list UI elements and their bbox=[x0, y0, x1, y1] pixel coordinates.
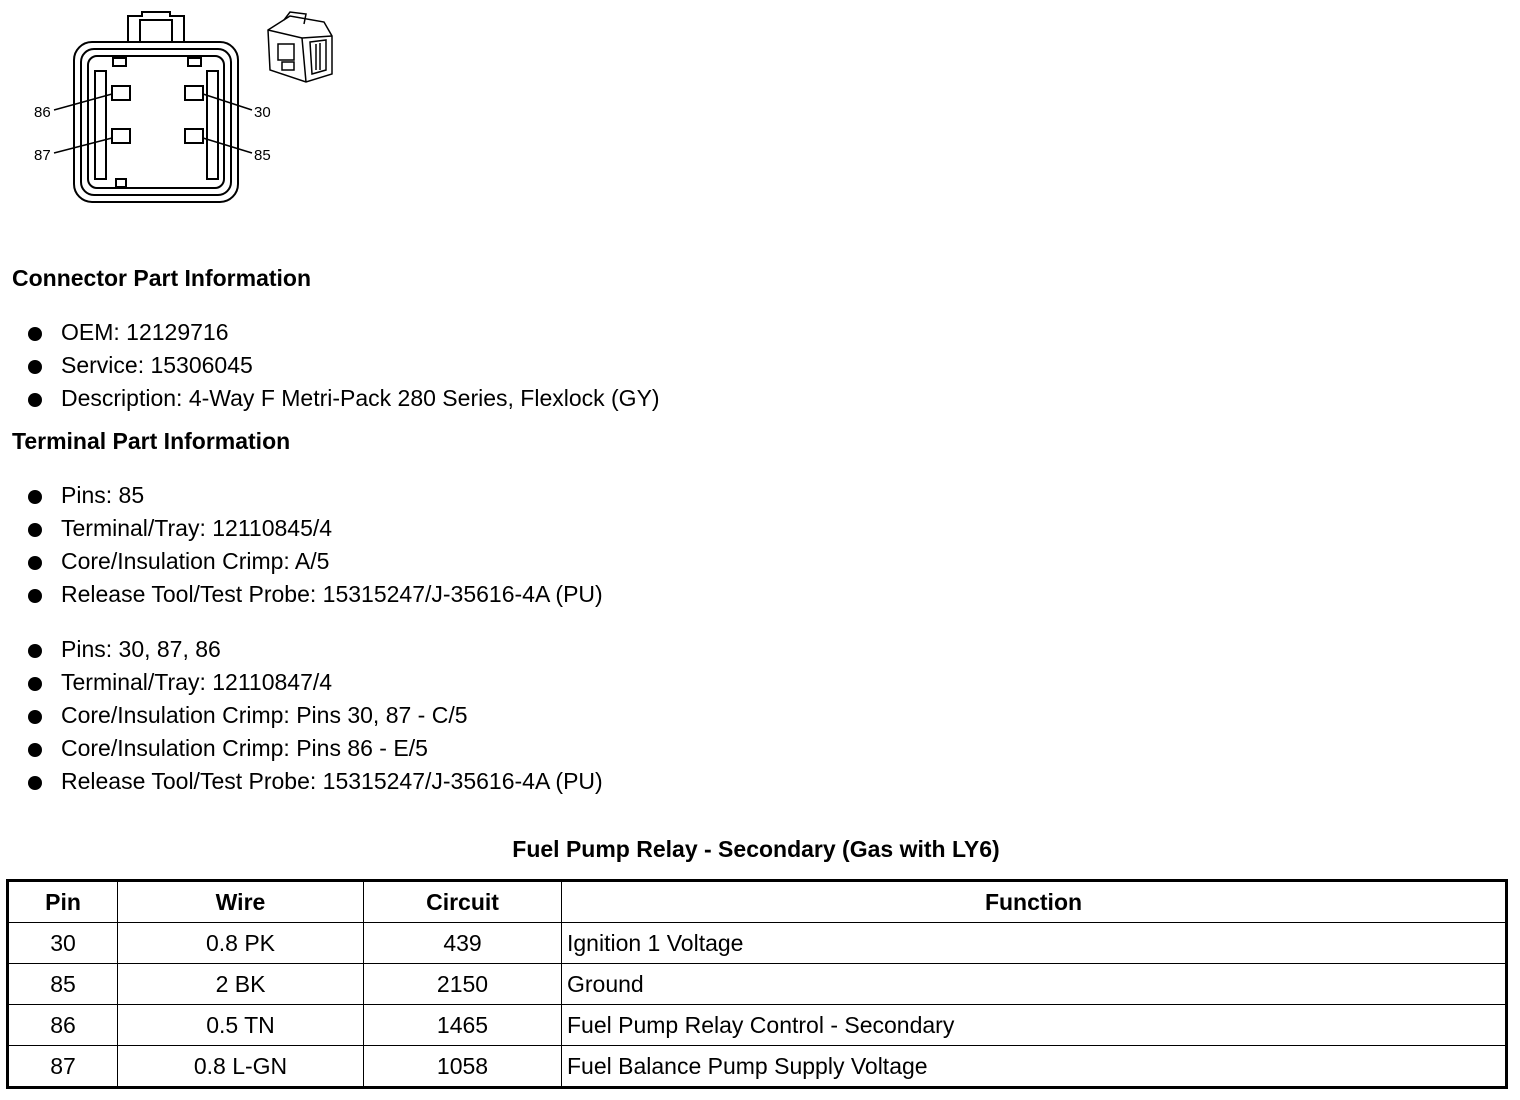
connector-info-list bbox=[28, 316, 660, 415]
terminal-info-list-2 bbox=[28, 633, 603, 798]
bullet-icon bbox=[28, 776, 42, 790]
col-header-function: Function bbox=[562, 881, 1507, 923]
cell-pin: 86 bbox=[8, 1005, 118, 1046]
cell-pin: 85 bbox=[8, 964, 118, 1005]
list-item bbox=[28, 699, 603, 732]
cell-circuit: 1465 bbox=[364, 1005, 562, 1046]
list-item-text: Core/Insulation Crimp: A/5 bbox=[61, 548, 330, 574]
terminal-info-list-1 bbox=[28, 479, 603, 611]
connector-isometric-icon bbox=[262, 8, 340, 84]
list-item bbox=[28, 633, 603, 666]
cell-function: Ground bbox=[562, 964, 1507, 1005]
col-header-wire: Wire bbox=[118, 881, 364, 923]
list-item bbox=[28, 512, 603, 545]
bullet-icon bbox=[28, 556, 42, 570]
list-item bbox=[28, 382, 660, 415]
bullet-icon bbox=[28, 360, 42, 374]
table-row bbox=[8, 1046, 1507, 1088]
table-title: Fuel Pump Relay - Secondary (Gas with LY6) bbox=[512, 836, 1000, 862]
list-item bbox=[28, 479, 603, 512]
pin-label-87: 87 bbox=[34, 147, 51, 164]
bullet-icon bbox=[28, 589, 42, 603]
col-header-circuit: Circuit bbox=[364, 881, 562, 923]
bullet-icon bbox=[28, 677, 42, 691]
connector-face-diagram bbox=[30, 8, 290, 208]
cell-pin: 87 bbox=[8, 1046, 118, 1088]
terminal-info-heading: Terminal Part Information bbox=[12, 428, 291, 454]
list-item-text: Release Tool/Test Probe: 15315247/J-35616-4A (PU) bbox=[61, 581, 603, 607]
pin-label-86: 86 bbox=[34, 104, 51, 121]
cell-function: Fuel Pump Relay Control - Secondary bbox=[562, 1005, 1507, 1046]
bullet-icon bbox=[28, 710, 42, 724]
list-item bbox=[28, 666, 603, 699]
cell-function: Fuel Balance Pump Supply Voltage bbox=[562, 1046, 1507, 1088]
list-item-text: Pins: 30, 87, 86 bbox=[61, 636, 221, 662]
cell-wire: 0.8 PK bbox=[118, 923, 364, 964]
connector-info-heading: Connector Part Information bbox=[12, 265, 312, 291]
pin-label-85: 85 bbox=[254, 147, 271, 164]
list-item-text: Core/Insulation Crimp: Pins 86 - E/5 bbox=[61, 735, 428, 761]
cell-circuit: 1058 bbox=[364, 1046, 562, 1088]
list-item-text: OEM: 12129716 bbox=[61, 319, 229, 345]
list-item-text: Terminal/Tray: 12110847/4 bbox=[61, 669, 333, 695]
list-item bbox=[28, 349, 660, 382]
list-item bbox=[28, 316, 660, 349]
list-item-text: Core/Insulation Crimp: Pins 30, 87 - C/5 bbox=[61, 702, 468, 728]
table-header-row bbox=[8, 881, 1507, 923]
bullet-icon bbox=[28, 523, 42, 537]
bullet-icon bbox=[28, 393, 42, 407]
bullet-icon bbox=[28, 490, 42, 504]
cell-function: Ignition 1 Voltage bbox=[562, 923, 1507, 964]
cell-wire: 0.5 TN bbox=[118, 1005, 364, 1046]
table-row bbox=[8, 923, 1507, 964]
list-item-text: Description: 4-Way F Metri-Pack 280 Series, Flexlock (GY) bbox=[61, 385, 660, 411]
cell-pin: 30 bbox=[8, 923, 118, 964]
list-item-text: Release Tool/Test Probe: 15315247/J-35616-4A (PU) bbox=[61, 768, 603, 794]
cell-wire: 2 BK bbox=[118, 964, 364, 1005]
list-item-text: Pins: 85 bbox=[61, 482, 145, 508]
list-item bbox=[28, 578, 603, 611]
bullet-icon bbox=[28, 327, 42, 341]
list-item bbox=[28, 545, 603, 578]
col-header-pin: Pin bbox=[8, 881, 118, 923]
pin-label-30: 30 bbox=[254, 104, 271, 121]
table-row bbox=[8, 1005, 1507, 1046]
cell-wire: 0.8 L-GN bbox=[118, 1046, 364, 1088]
list-item bbox=[28, 765, 603, 798]
list-item bbox=[28, 732, 603, 765]
list-item-text: Terminal/Tray: 12110845/4 bbox=[61, 515, 333, 541]
bullet-icon bbox=[28, 743, 42, 757]
table-row bbox=[8, 964, 1507, 1005]
cell-circuit: 2150 bbox=[364, 964, 562, 1005]
list-item-text: Service: 15306045 bbox=[61, 352, 253, 378]
pin-table bbox=[6, 879, 1508, 1089]
cell-circuit: 439 bbox=[364, 923, 562, 964]
bullet-icon bbox=[28, 644, 42, 658]
